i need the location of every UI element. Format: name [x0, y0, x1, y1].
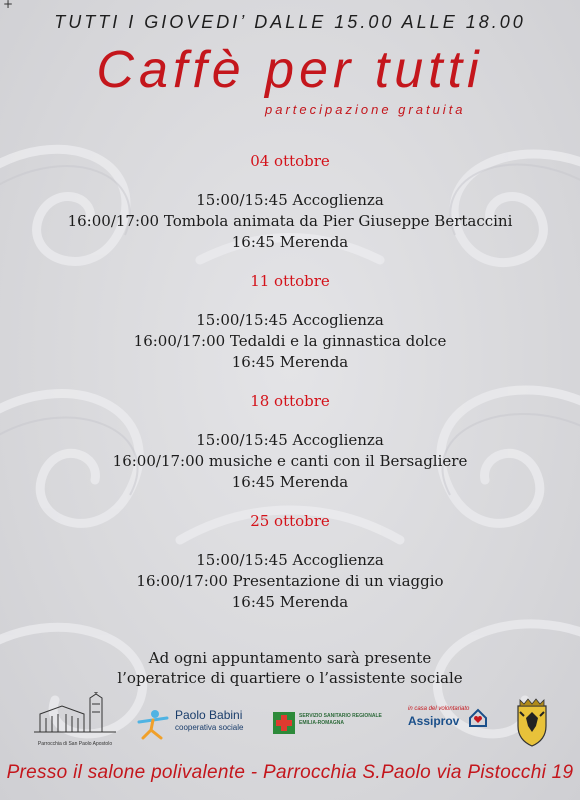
- sanitario-line-2: EMILIA-ROMAGNA: [299, 720, 344, 726]
- sanitario-line-1: SERVIZIO SANITARIO REGIONALE: [299, 713, 382, 719]
- event-item: 15:00/15:45 Accoglienza: [196, 551, 384, 569]
- assiprov-tagline: in casa del volontariato: [408, 706, 470, 712]
- event-subtitle: partecipazione gratuita: [265, 102, 466, 117]
- event-item: 16:45 Merenda: [231, 593, 349, 611]
- corner-mark: +: [3, 0, 14, 11]
- parish-logo: [32, 692, 118, 748]
- staff-note-line: l’operatrice di quartiere o l’assistente sociale: [117, 669, 463, 687]
- event-date: 25 ottobre: [250, 512, 330, 530]
- paolo-babini-name: Paolo Babini: [175, 708, 243, 722]
- sponsor-logos: [0, 690, 580, 760]
- event-block: [0, 511, 580, 631]
- staff-note: [0, 648, 580, 688]
- event-item: 16:00/17:00 Presentazione di un viaggio: [136, 572, 444, 590]
- coat-of-arms-logo: [512, 696, 552, 748]
- event-item: 15:00/15:45 Accoglienza: [196, 191, 384, 209]
- health-cross-icon: [273, 712, 295, 734]
- paolo-babini-logo: [135, 708, 265, 748]
- event-item: 16:00/17:00 Tedaldi e la ginnastica dolce: [133, 332, 447, 350]
- servizio-sanitario-logo: [273, 710, 383, 744]
- assiprov-name: Assiprov: [408, 714, 460, 728]
- event-block: [0, 271, 580, 391]
- event-schedule: [0, 151, 580, 631]
- event-item: 16:00/17:00 musiche e canti con il Bersagliere: [112, 452, 468, 470]
- event-date: 04 ottobre: [250, 152, 330, 170]
- event-date: 11 ottobre: [250, 272, 330, 290]
- event-item: 16:00/17:00 Tombola animata da Pier Giuseppe Bertaccini: [67, 212, 513, 230]
- event-item: 16:45 Merenda: [231, 233, 349, 251]
- event-item: 16:45 Merenda: [231, 473, 349, 491]
- event-item: 16:45 Merenda: [231, 353, 349, 371]
- event-block: [0, 391, 580, 511]
- venue-footer: Presso il salone polivalente - Parrocchia S.Paolo via Pistocchi 19: [6, 762, 574, 783]
- event-item: 15:00/15:45 Accoglienza: [196, 431, 384, 449]
- church-icon: [32, 692, 118, 736]
- assiprov-logo: [408, 706, 493, 742]
- person-figure-icon: [135, 708, 171, 740]
- event-title: Caffè per tutti: [96, 41, 484, 99]
- parish-logo-caption: Parrocchia di San Paolo Apostolo: [37, 741, 113, 747]
- event-date: 18 ottobre: [250, 392, 330, 410]
- event-block: [0, 151, 580, 271]
- paolo-babini-subtitle: cooperativa sociale: [175, 723, 244, 732]
- schedule-headline: TUTTI I GIOVEDI’ DALLE 15.00 ALLE 18.00: [54, 12, 526, 32]
- crest-icon: [512, 696, 552, 748]
- house-heart-icon: [468, 708, 488, 728]
- event-item: 15:00/15:45 Accoglienza: [196, 311, 384, 329]
- staff-note-line: Ad ogni appuntamento sarà presente: [148, 649, 432, 667]
